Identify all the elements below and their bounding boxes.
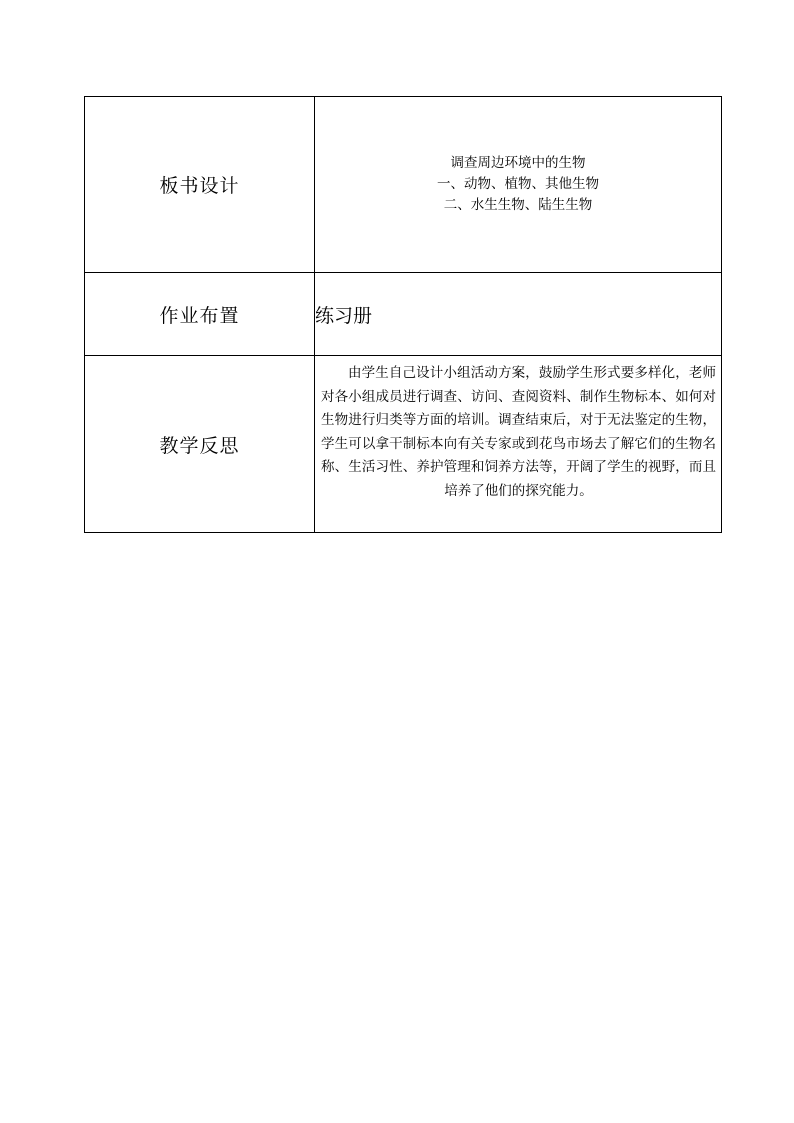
board-design-line-1: 调查周边环境中的生物 bbox=[450, 155, 586, 171]
homework-content: 练习册 bbox=[315, 273, 722, 356]
reflection-content: 由学生自己设计小组活动方案，鼓励学生形式要多样化，老师对各小组成员进行调查、访问、查阅资料、制作生物标本、如何对生物进行归类等方面的培训。调查结束后，对于无法鉴定的生物，学生可以拿干制标本向有关专家或到花鸟市场去了解它们的生物名称、生活习性、养护管理和饲养方法等，开阔了学生的视野，而且培养了他们的探究能力。 bbox=[315, 356, 722, 533]
reflection-row bbox=[85, 356, 722, 533]
homework-row bbox=[85, 273, 722, 356]
board-design-content bbox=[315, 97, 722, 273]
board-design-row bbox=[85, 97, 722, 273]
reflection-label: 教学反思 bbox=[85, 356, 315, 533]
board-design-label: 板书设计 bbox=[85, 97, 315, 273]
homework-label: 作业布置 bbox=[85, 273, 315, 356]
board-design-line-3: 二、水生生物、陆生生物 bbox=[443, 197, 593, 213]
lesson-plan-table bbox=[84, 96, 722, 533]
board-design-line-2: 一、动物、植物、其他生物 bbox=[437, 176, 599, 192]
